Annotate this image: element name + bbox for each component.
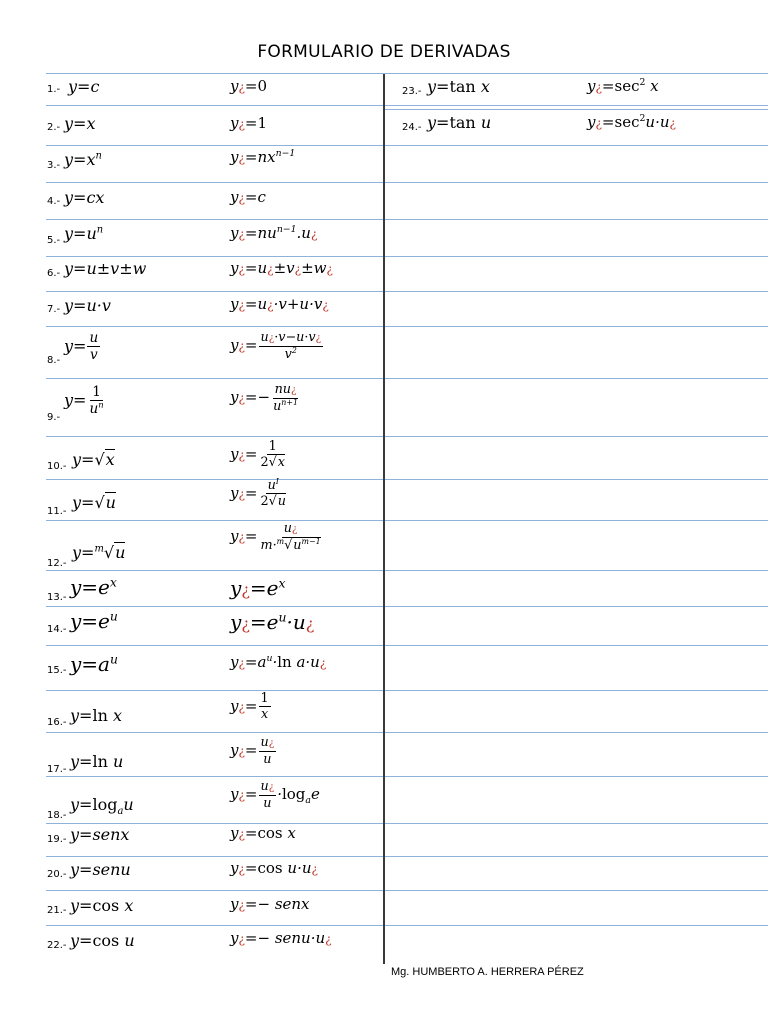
derivative-formula: $y¿=a^u\cdot\ln$ a·u¿ bbox=[230, 653, 327, 671]
function-formula: $y=\log_au$ bbox=[70, 795, 134, 818]
derivative-formula: $y¿=e^x$ bbox=[230, 575, 286, 600]
derivative-formula: y¿=0 bbox=[230, 77, 268, 95]
derivative-formula: $y¿=nu^{n-1}.u¿$ bbox=[230, 224, 318, 242]
rule-line bbox=[46, 219, 768, 220]
rule-line bbox=[46, 776, 768, 777]
derivative-formula: $y¿=\sec^2u\cdot u¿$ bbox=[587, 113, 676, 131]
derivative-formula: y¿=1 bbox=[230, 114, 268, 132]
function-formula: y=senu bbox=[70, 860, 131, 879]
row-number: 6.- bbox=[47, 268, 61, 279]
row-number: 12.- bbox=[47, 558, 67, 569]
rule-line bbox=[46, 690, 768, 691]
rule-line bbox=[46, 182, 768, 183]
function-formula: y=x bbox=[64, 114, 96, 133]
rule-line bbox=[46, 326, 768, 327]
derivative-formula: y¿= $\frac{1}{x}$ bbox=[230, 691, 269, 723]
function-formula: y=$^m$√u bbox=[72, 543, 126, 562]
rule-line bbox=[46, 890, 768, 891]
derivative-formula: y¿=c bbox=[230, 188, 266, 206]
function-formula: y= $\frac{1}{u^n}$ bbox=[64, 384, 104, 418]
function-formula: y=tan x bbox=[427, 77, 490, 96]
function-formula: y= $\frac{u}{v}$ bbox=[64, 330, 99, 364]
function-formula: y=√x bbox=[72, 450, 115, 469]
page-title: FORMULARIO DE DERIVADAS bbox=[257, 42, 511, 62]
author-credit: Mg. HUMBERTO A. HERRERA PÉREZ bbox=[391, 966, 584, 978]
rule-line bbox=[46, 645, 768, 646]
function-formula: y=tan u bbox=[427, 113, 492, 132]
row-number: 22.- bbox=[47, 940, 67, 951]
derivative-formula: y¿= $\frac{1}{2√x}$ bbox=[230, 439, 285, 471]
rule-line bbox=[46, 732, 768, 733]
function-formula: $y=a^u$ bbox=[70, 651, 118, 676]
derivative-formula: y¿=cos x bbox=[230, 824, 296, 842]
rule-line bbox=[46, 436, 768, 437]
function-formula: $y=x^n$ bbox=[64, 150, 102, 169]
rule-line bbox=[46, 823, 768, 824]
function-formula: y=cos x bbox=[70, 896, 134, 915]
function-formula: $y=e^u$ bbox=[70, 608, 118, 633]
function-formula: y=senx bbox=[70, 825, 130, 844]
derivative-formula: y¿=u¿·v+u·v¿ bbox=[230, 295, 329, 313]
function-formula: y=u·v bbox=[64, 296, 111, 315]
row-number: 1.- bbox=[47, 84, 61, 95]
rule-line bbox=[46, 520, 768, 521]
derivative-formula: y¿=− senu·u¿ bbox=[230, 929, 332, 947]
row-number: 24.- bbox=[402, 122, 422, 133]
rule-line bbox=[46, 570, 768, 571]
function-formula: $y=e^x$ bbox=[70, 574, 117, 599]
derivative-formula: y¿= $\frac{u¿\cdot v-u\cdot v¿}{v^2}$ bbox=[230, 330, 322, 362]
row-number: 3.- bbox=[47, 160, 61, 171]
row-number: 7.- bbox=[47, 304, 61, 315]
row-number: 17.- bbox=[47, 764, 67, 775]
row-number: 2.- bbox=[47, 122, 61, 133]
derivative-formula: y¿= $\frac{u¿}{u}$ $\cdot\log_ae$ bbox=[230, 779, 320, 811]
function-formula: y=u±v±w bbox=[64, 259, 147, 278]
row-number: 18.- bbox=[47, 810, 67, 821]
row-number: 21.- bbox=[47, 905, 67, 916]
rule-line bbox=[46, 256, 768, 257]
row-number: 20.- bbox=[47, 869, 67, 880]
rule-line bbox=[46, 856, 768, 857]
row-number: 9.- bbox=[47, 412, 61, 423]
derivative-formula: y¿=cos u·u¿ bbox=[230, 859, 318, 877]
row-number: 19.- bbox=[47, 834, 67, 845]
function-formula: y=cx bbox=[64, 188, 105, 207]
row-number: 4.- bbox=[47, 196, 61, 207]
rule-line bbox=[384, 109, 768, 110]
derivative-formula: y¿=− senx bbox=[230, 895, 310, 913]
rule-line bbox=[46, 606, 768, 607]
function-formula: y=c bbox=[68, 77, 100, 96]
function-formula: $y=u^n$ bbox=[64, 224, 104, 243]
row-number: 23.- bbox=[402, 86, 422, 97]
function-formula: y=cos u bbox=[70, 931, 135, 950]
row-number: 15.- bbox=[47, 665, 67, 676]
rule-line bbox=[46, 73, 768, 74]
rule-line bbox=[46, 925, 768, 926]
row-number: 11.- bbox=[47, 506, 67, 517]
derivative-formula: $y¿=nx^{n-1}$ bbox=[230, 148, 296, 166]
row-number: 13.- bbox=[47, 592, 67, 603]
row-number: 5.- bbox=[47, 235, 61, 246]
rule-line bbox=[46, 378, 768, 379]
rule-line bbox=[46, 291, 768, 292]
row-number: 14.- bbox=[47, 624, 67, 635]
derivative-formula: y¿= $\frac{u¿}{u}$ bbox=[230, 735, 275, 767]
derivative-formula: y¿=− $\frac{nu¿}{u^{n+1}}$ bbox=[230, 382, 298, 414]
row-number: 16.- bbox=[47, 717, 67, 728]
function-formula: y=ln x bbox=[70, 706, 122, 725]
derivative-formula: y¿=u¿±v¿±w¿ bbox=[230, 259, 333, 277]
row-number: 8.- bbox=[47, 355, 61, 366]
derivative-formula: $y¿=e^u\cdot u¿$ bbox=[230, 609, 315, 634]
function-formula: y=ln u bbox=[70, 752, 124, 771]
rule-line bbox=[46, 479, 768, 480]
derivative-formula: y¿= $\frac{u^I}{2√u}$ bbox=[230, 476, 286, 510]
rule-line bbox=[46, 145, 768, 146]
row-number: 10.- bbox=[47, 461, 67, 472]
function-formula: y=√u bbox=[72, 493, 116, 512]
rule-line bbox=[46, 105, 768, 106]
derivative-formula: $y¿=\sec^2$ x bbox=[587, 77, 659, 95]
column-divider bbox=[383, 74, 385, 964]
derivative-formula: y¿= $\frac{u¿}{m\cdot^m√u^{m-1}}$ bbox=[230, 521, 321, 553]
